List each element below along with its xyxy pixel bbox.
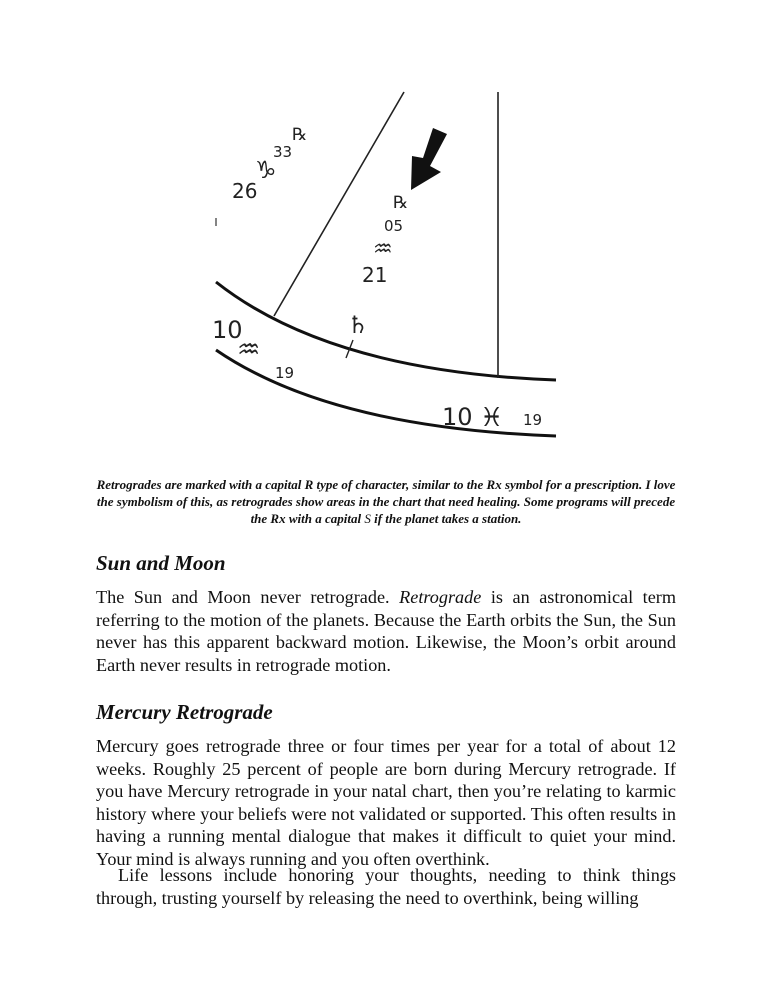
caption-s-letter: S <box>364 511 371 526</box>
chart-wheel-svg <box>0 0 772 450</box>
capricorn-degree: 26 <box>232 179 258 203</box>
capricorn-icon: ♑ <box>255 156 277 184</box>
arrow-down-left-icon <box>411 128 447 190</box>
paragraph-sun-moon <box>96 586 676 676</box>
paragraph-text: is an astronomical term referring to the motion of the planets. Because the Earth orbits the Sun, the Sun never has this apparent backward motion. Likewise, the Moon’s orbit around Earth never results in retrograde motion. <box>96 587 676 675</box>
caption-text-2: if the planet takes a station. <box>370 511 522 526</box>
aquarius-cusp-icon: ♒ <box>237 335 261 365</box>
retrograde-chart-figure <box>0 0 772 450</box>
paragraph-mercury-1: Mercury goes retrograde three or four times per year for a total of about 12 weeks. Roughly 25 percent of people are born during Mercury retrograde. If you have Mercury retrograde in your natal chart, then you’re relating to karmic history where your beliefs were not validated or supported. This often results in having a running mental dialogue that makes it difficult to quiet your mind. Your mind is always running and you often overthink. <box>96 736 676 869</box>
saturn-icon: ♄ <box>347 311 369 339</box>
cusp-left-number: 10 <box>212 316 243 344</box>
caption-text-1: Retrogrades are marked with a capital R type of character, similar to the Rx symbol for a prescription. I love the symbolism of this, as retrogrades show areas in the chart that need healing. Some programs will precede the Rx with a capital <box>96 477 676 526</box>
pisces-icon: ♓ <box>480 403 504 433</box>
aquarius-planet-rx-icon: ℞ <box>393 193 409 213</box>
paragraph-mercury-2: Life lessons include honoring your thoughts, needing to think things through, trusting yourself by releasing the need to overthink, being willing <box>96 865 676 908</box>
inner-wheel-arc <box>216 282 556 380</box>
section-heading-mercury-retrograde: Mercury Retrograde <box>96 700 273 724</box>
section-heading-sun-moon: Sun and Moon <box>96 551 226 575</box>
cusp-right-number: 10 <box>442 403 473 431</box>
aquarius-planet-degree: 21 <box>362 263 388 287</box>
outer-wheel-arc <box>216 350 556 436</box>
aquarius-icon: ♒ <box>373 237 393 262</box>
cusp-left-minutes: 19 <box>275 364 295 382</box>
aquarius-planet-minutes: 05 <box>384 217 404 235</box>
paragraph-text: The Sun and Moon never retrograde. <box>96 587 400 607</box>
capricorn-rx-icon: ℞ <box>292 125 308 145</box>
cusp-right-minutes: 19 <box>523 411 543 429</box>
figure-caption <box>96 476 676 527</box>
paragraph-emphasis: Retrograde <box>399 587 482 607</box>
capricorn-minutes: 33 <box>273 143 293 161</box>
